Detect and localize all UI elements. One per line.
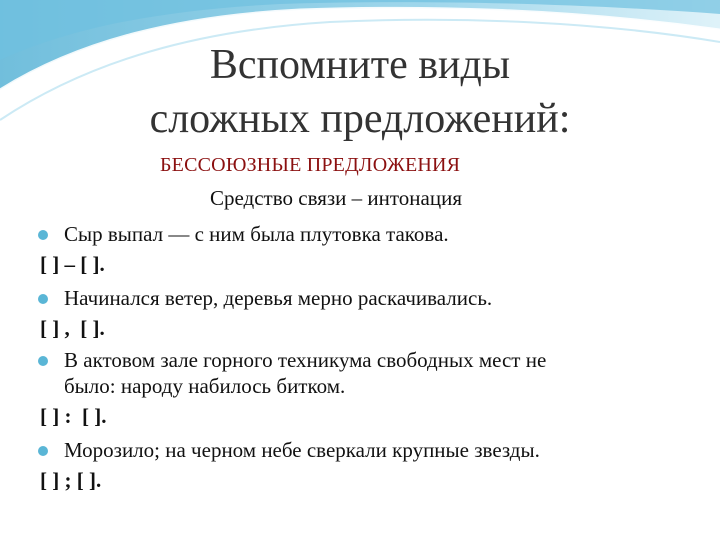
- sentence-scheme: [ ] ; [ ].: [40, 468, 102, 492]
- title-line-2: сложных предложений:: [149, 96, 571, 142]
- sentence-text: В актовом зале горного техникума свободных мест не: [64, 348, 547, 372]
- bullet-icon: [38, 356, 48, 366]
- sentence-text: Морозило; на черном небе сверкали крупные звезды.: [64, 438, 540, 462]
- intro-text: Средство связи – интонация: [210, 186, 462, 210]
- sentence-scheme: [ ] : [ ].: [40, 404, 107, 428]
- title-line-1: Вспомните виды: [209, 42, 511, 88]
- slide-title: [0, 38, 720, 146]
- section-subheading: БЕССОЮЗНЫЕ ПРЕДЛОЖЕНИЯ: [160, 154, 461, 176]
- sentence-text: Начинался ветер, деревья мерно раскачивались.: [64, 286, 493, 310]
- sentence-text: Сыр выпал — с ним была плутовка такова.: [64, 222, 449, 246]
- bullet-icon: [38, 294, 48, 304]
- bullet-icon: [38, 446, 48, 456]
- sentence-text-continued: было: народу набилось битком.: [64, 374, 346, 398]
- sentence-scheme: [ ] – [ ].: [40, 252, 105, 276]
- bullet-icon: [38, 230, 48, 240]
- sentence-scheme: [ ] , [ ].: [40, 316, 105, 340]
